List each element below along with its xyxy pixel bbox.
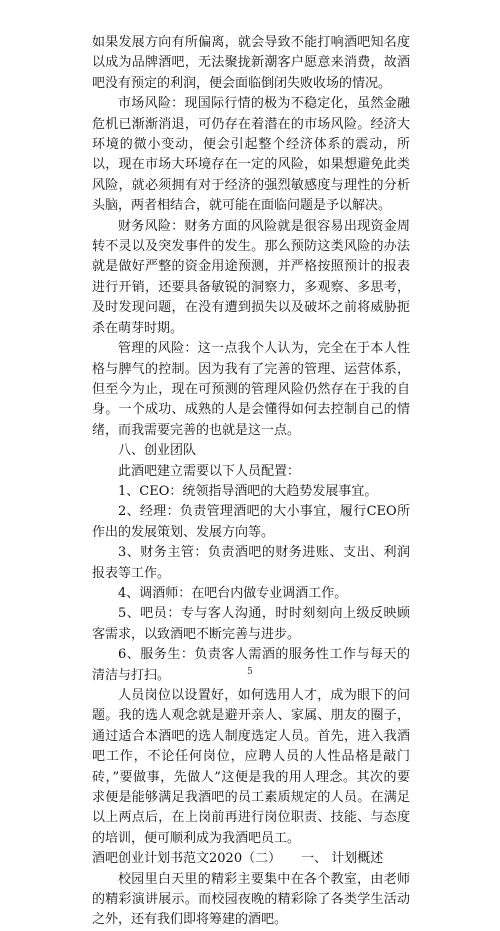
paragraph-1: 如果发展方向有所偏离，就会导致不能打响酒吧知名度以成为品牌酒吧，无法聚拢新潮客户愿意来消费，故酒吧没有预定的利润，便会面临倒闭失败收场的情况。 [92, 35, 410, 91]
plan-heading [92, 849, 410, 869]
paragraph-management-risk: 管理的风险：这一点我个人认为，完全在于本人性格与脾气的控制。因为我有了完善的管理、运营体系，但至今为止，现在可预测的管理风险仍然存在于我的自身。一个成功、成熟的人是会懂得如何去控制自己的情绪，而我需要完善的也就是这一点。 [92, 341, 410, 438]
plan-title: 酒吧创业计划书范文2020（二） [92, 851, 282, 867]
paragraph-team-intro: 此酒吧建立需要以下人员配置： [118, 463, 301, 479]
list-item-ceo: 1、CEO：统领指导酒吧的大趋势发展事宜。 [118, 483, 378, 499]
list-item-manager: 2、经理：负责管理酒吧的大小事宜，履行CEO所作出的发展策划、发展方向等。 [92, 504, 410, 540]
paragraph-market-risk: 市场风险：现国际行情的极为不稳定化，虽然金融危机已渐渐消退，可仍存在着潜在的市场风险。经济大环境的微小变动，便会引起整个经济体系的震动，所以，现在市场大环境存在一定的风险，如果想避免此类风险，就必须拥有对于经济的强烈敏感度与理性的分析头脑，两者相结合，就可能在面临问题是予以解决。 [92, 96, 410, 214]
paragraph-overview: 校园里白天里的精彩主要集中在各个教室，由老师的精彩演讲展示。而校园夜晚的精彩除了各类学生活动之外，还有我们即将筹建的酒吧。 [92, 871, 410, 928]
list-item-staff: 5、吧员：专与客人沟通，时时刻刻向上级反映顾客需求，以致酒吧不断完善与进步。 [92, 606, 410, 642]
list-item-bartender: 4、调酒师：在吧台内做专业调酒工作。 [118, 585, 348, 601]
list-item-waiter: 6、服务生：负责客人需酒的服务性工作与每天的清洁与打扫。 [92, 647, 410, 683]
section-heading-team: 八、创业团队 [118, 443, 197, 459]
paragraph-financial-risk: 财务风险：财务方面的风险就是很容易出现资金周转不灵以及突发事件的发生。那么预防这类风险的办法就是做好严整的资金用途预测，并严格按照预计的报表进行开销，还要具备敏锐的洞察力，多观察、多思考，及时发现问题，在没有遭到损失以及破坏之前将威胁扼杀在萌芽时期。 [92, 218, 410, 336]
page-number: 5 [247, 667, 253, 677]
list-item-finance: 3、财务主管：负责酒吧的财务进账、支出、利润报表等工作。 [92, 545, 410, 581]
paragraph-hiring: 人员岗位以设置好，如何选用人才，成为眼下的问题。我的选人观念就是避开亲人、家属、朋友的圈子，通过适合本酒吧的选人制度选定人员。首先，进入我酒吧工作，不论任何岗位，应聘人员的人性品格是敲门砖，”要做事，先做人”这便是我的用人理念。其次的要求便是能够满足我酒吧的员工素质规定的人员。在满足以上两点后，在上岗前再进行岗位职责、技能、与态度的培训，便可顺利成为我酒吧员工。 [92, 688, 410, 846]
section-heading-overview: 一、 计划概述 [301, 851, 384, 867]
document-body [92, 33, 410, 931]
